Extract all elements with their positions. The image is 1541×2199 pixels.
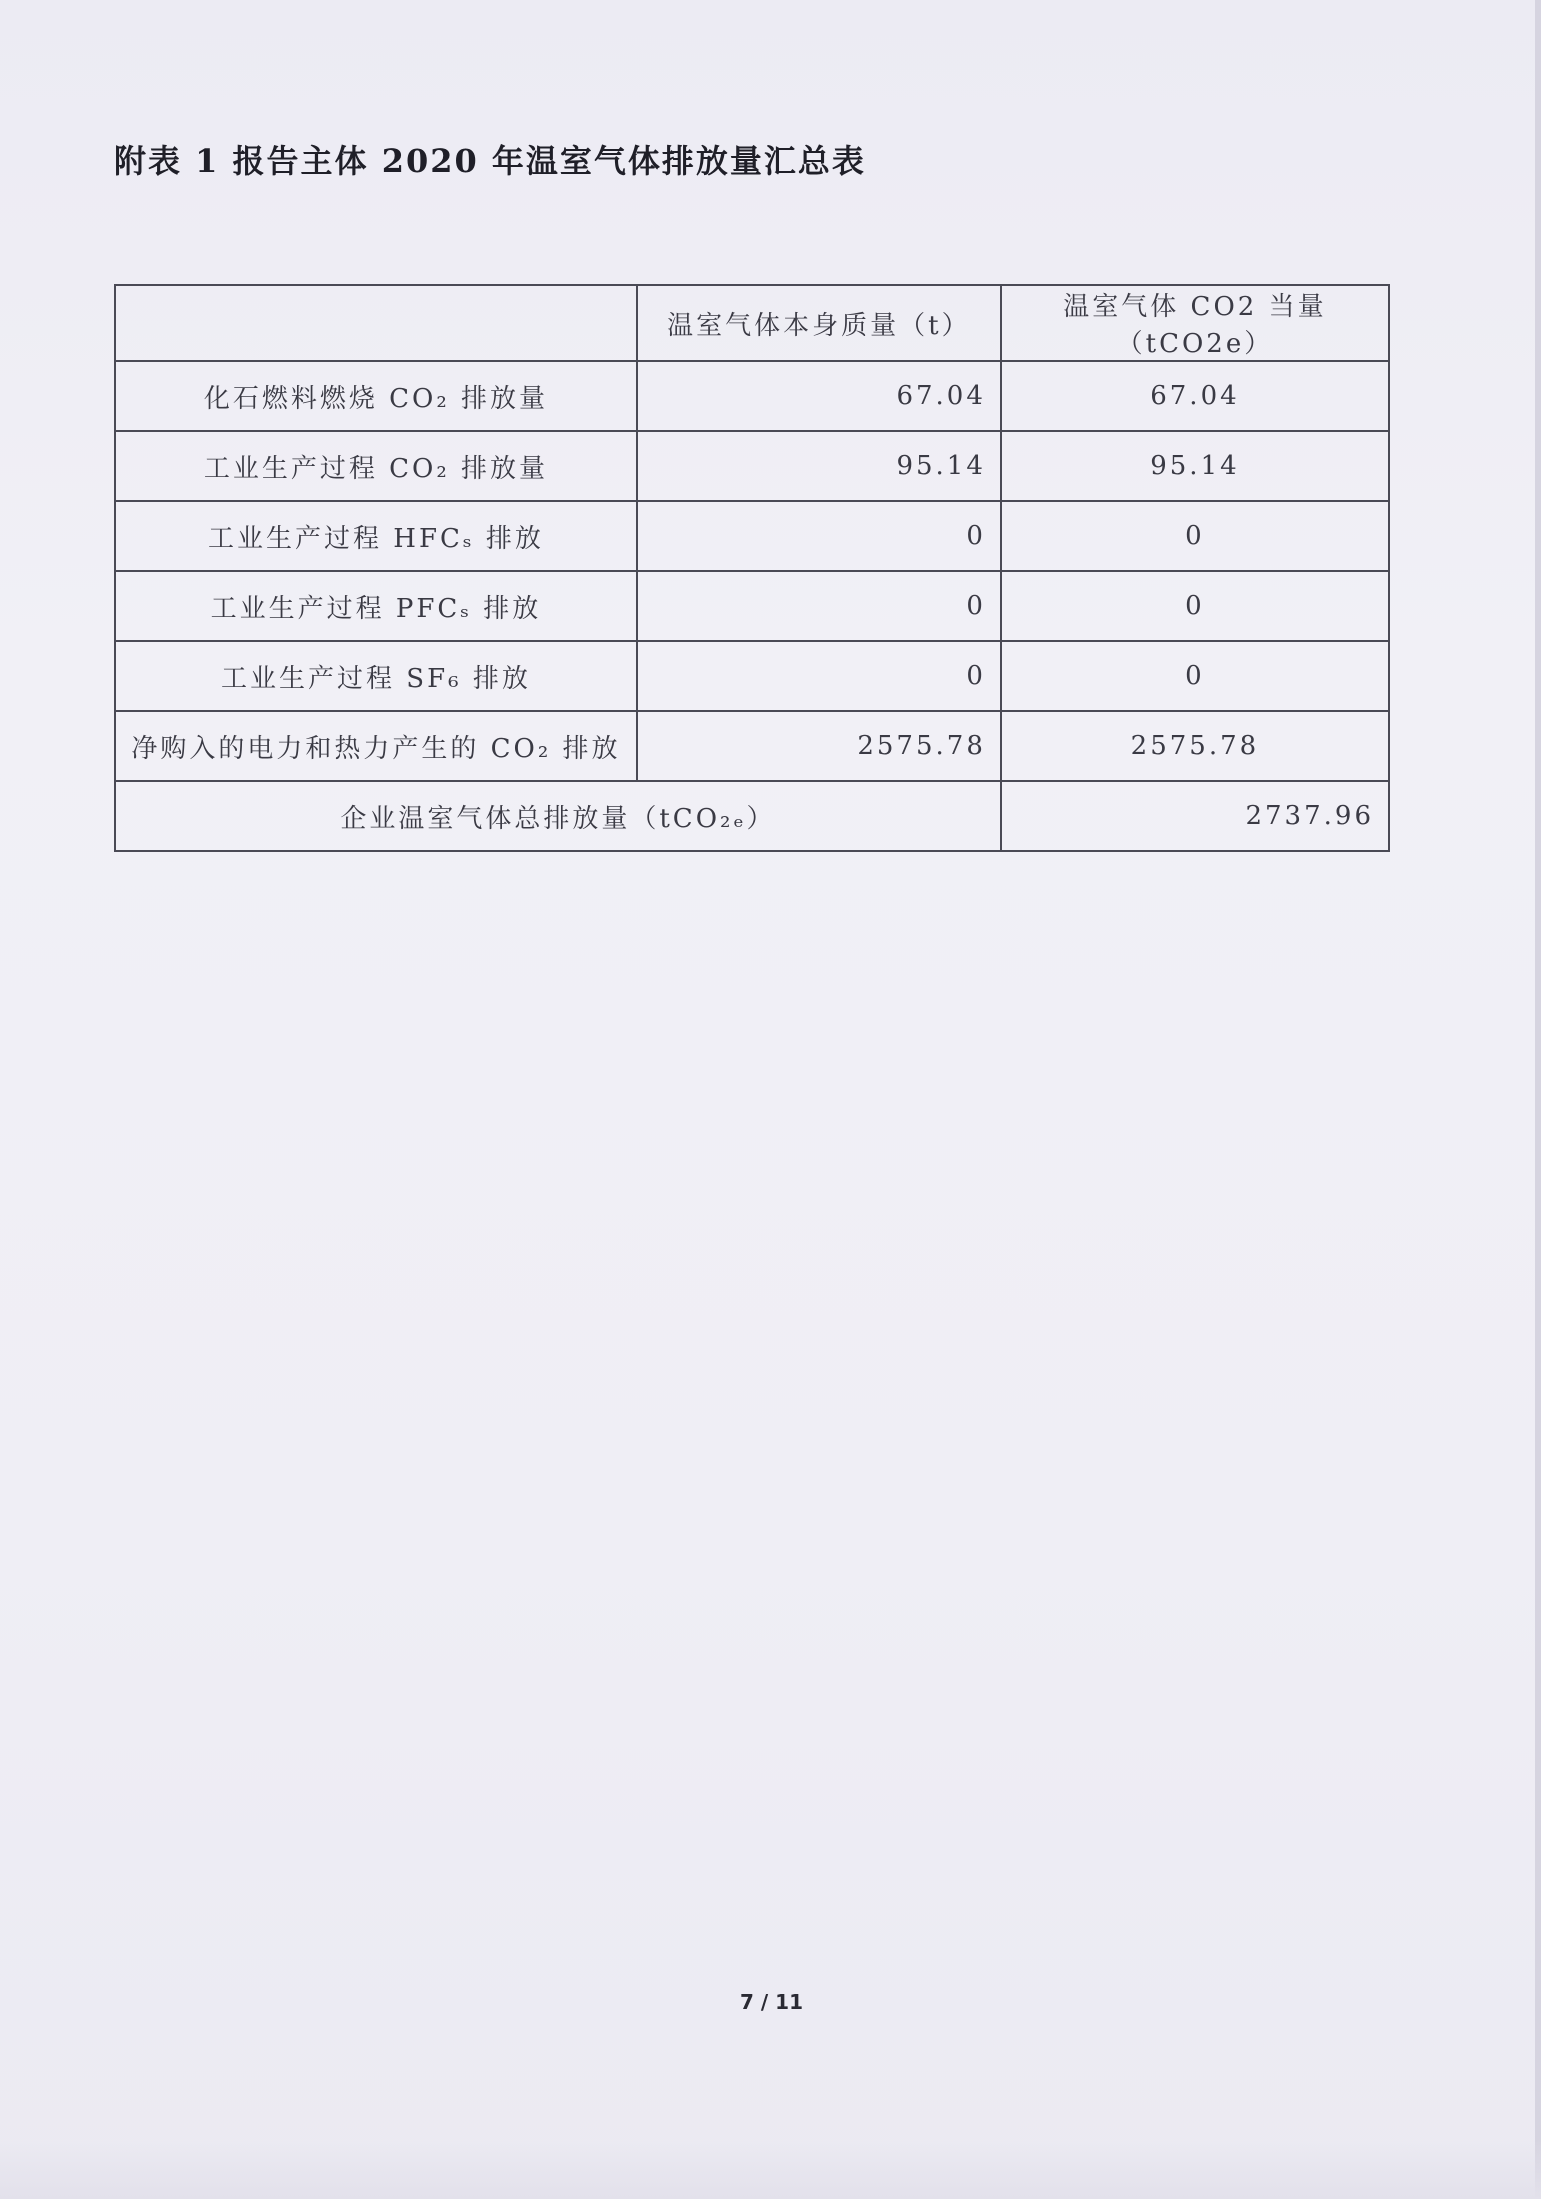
table-header-row — [115, 285, 1389, 361]
row-co2e-value: 67.04 — [1001, 361, 1389, 431]
table-title: 附表 1 报告主体 2020 年温室气体排放量汇总表 — [114, 142, 866, 180]
table-row — [115, 711, 1389, 781]
row-mass-value: 0 — [637, 641, 1001, 711]
row-co2e-value: 0 — [1001, 571, 1389, 641]
total-label: 企业温室气体总排放量（tCO₂ₑ） — [115, 781, 1001, 851]
row-co2e-value: 0 — [1001, 501, 1389, 571]
row-label: 工业生产过程 CO₂ 排放量 — [115, 431, 637, 501]
header-mass-cell: 温室气体本身质量（t） — [637, 285, 1001, 361]
page-number: 7 / 11 — [740, 1990, 803, 2014]
row-label: 工业生产过程 HFCₛ 排放 — [115, 501, 637, 571]
row-mass-value: 0 — [637, 571, 1001, 641]
row-label: 工业生产过程 PFCₛ 排放 — [115, 571, 637, 641]
row-co2e-value: 95.14 — [1001, 431, 1389, 501]
table-row — [115, 641, 1389, 711]
table-row — [115, 431, 1389, 501]
emissions-summary-table — [114, 284, 1390, 852]
header-blank-cell — [115, 285, 637, 361]
row-label: 净购入的电力和热力产生的 CO₂ 排放 — [115, 711, 637, 781]
table-total-row — [115, 781, 1389, 851]
row-co2e-value: 2575.78 — [1001, 711, 1389, 781]
page-bottom-shadow — [0, 2139, 1541, 2199]
table-row — [115, 571, 1389, 641]
row-mass-value: 2575.78 — [637, 711, 1001, 781]
row-mass-value: 95.14 — [637, 431, 1001, 501]
row-label: 工业生产过程 SF₆ 排放 — [115, 641, 637, 711]
total-value: 2737.96 — [1001, 781, 1389, 851]
page-edge-shadow — [1535, 0, 1541, 2199]
row-label: 化石燃料燃烧 CO₂ 排放量 — [115, 361, 637, 431]
row-co2e-value: 0 — [1001, 641, 1389, 711]
header-co2e-cell: 温室气体 CO2 当量（tCO2e） — [1001, 285, 1389, 361]
row-mass-value: 67.04 — [637, 361, 1001, 431]
row-mass-value: 0 — [637, 501, 1001, 571]
table-row — [115, 361, 1389, 431]
table-row — [115, 501, 1389, 571]
